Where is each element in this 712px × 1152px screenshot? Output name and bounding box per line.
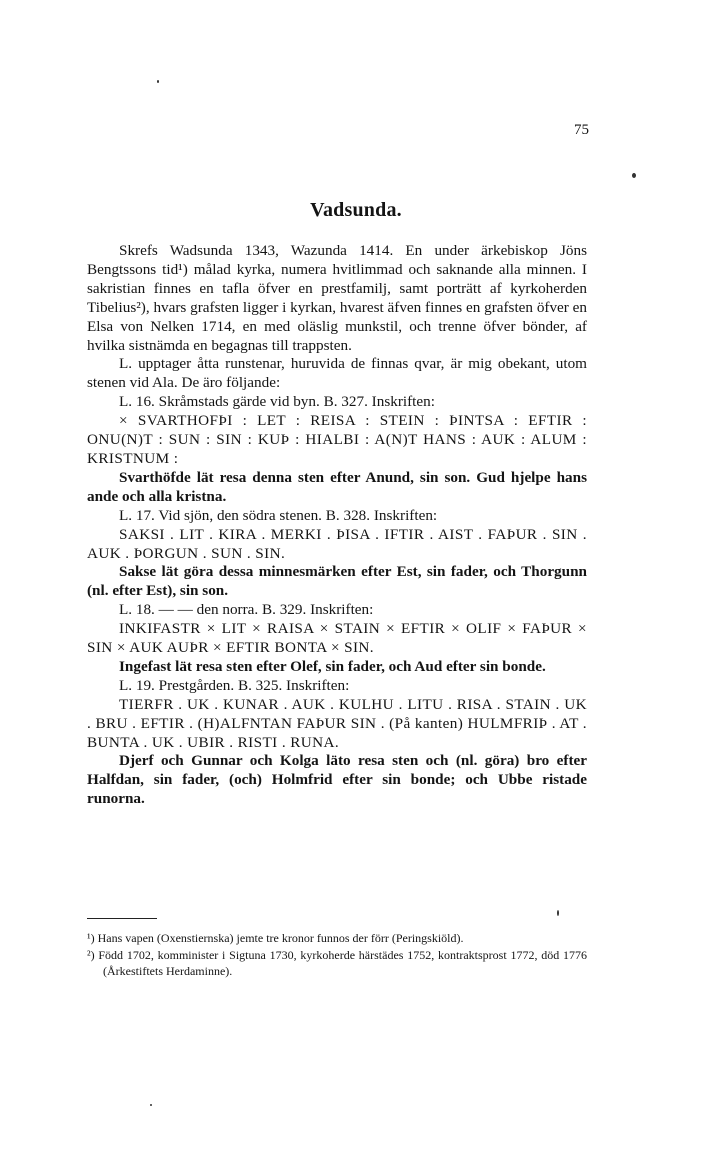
runic-inscription: INKIFASTR × LIT × RAISA × STAIN × EFTIR × OLIF × FAÞUR × SIN × AUK AUÞR × EFTIR BONTA × SIN. [87, 620, 587, 657]
footnote-marker: ¹) [87, 931, 95, 945]
ink-speck [150, 1104, 152, 1106]
page-number: 75 [574, 122, 589, 138]
inscription-translation: Svarthöfde lät resa denna sten efter Anund, sin son. Gud hjelpe hans ande och alla kristna. [87, 468, 587, 505]
footnote-marker: ²) [87, 948, 95, 962]
inscription-translation: Ingefast lät resa sten efter Olef, sin fader, och Aud efter sin bonde. [119, 657, 546, 675]
main-text [87, 242, 587, 809]
ink-speck [557, 910, 559, 916]
ink-speck [632, 173, 636, 178]
footnote [87, 930, 587, 946]
footnote [87, 947, 587, 979]
footnote-text: Hans vapen (Oxenstiernska) jemte tre kronor funnos der förr (Peringskiöld). [97, 931, 464, 945]
ink-speck [157, 80, 159, 83]
footnotes [87, 930, 587, 980]
footnote-divider [87, 918, 157, 919]
inscription-translation: Djerf och Gunnar och Kolga läto resa sten och (nl. göra) bro efter Halfdan, sin fader, (och) Holmfrid efter sin bonde; och Ubbe ristade runorna. [87, 752, 587, 808]
paragraph: Skrefs Wadsunda 1343, Wazunda 1414. En under ärkebiskop Jöns Bengtssons tid¹) målad kyrka, numera hvitlimmad och saknande alla minnen. I sakristian finnes en tafla öfver en prestfamilj, samt porträtt af kyrkoherden Tibelius²), hvars grafsten ligger i kyrkan, hvarest äfven finnes en grafsten öfver en Elsa von Nelken 1714, en med oläslig munkstil, och trenne öfver bönder, af hvilka sistnämda en begagnas till trappsten. [87, 242, 587, 354]
paragraph: L. 16. Skråmstads gärde vid byn. B. 327. Inskriften: [119, 393, 435, 411]
paragraph: L. upptager åtta runstenar, huruvida de finnas qvar, är mig obekant, utom stenen vid Ala. De äro följande: [87, 355, 587, 392]
paragraph: L. 18. — — den norra. B. 329. Inskriften: [119, 601, 374, 619]
paragraph: L. 17. Vid sjön, den södra stenen. B. 328. Inskriften: [119, 506, 438, 524]
inscription-translation: Sakse lät göra dessa minnesmärken efter Est, sin fader, och Thorgunn (nl. efter Est), sin son. [87, 563, 587, 600]
runic-inscription: SAKSI . LIT . KIRA . MERKI . ÞISA . IFTIR . AIST . FAÞUR . SIN . AUK . ÞORGUN . SUN . SIN. [87, 525, 587, 562]
paragraph: L. 19. Prestgården. B. 325. Inskriften: [119, 676, 350, 694]
runic-inscription: TIERFR . UK . KUNAR . AUK . KULHU . LITU . RISA . STAIN . UK . BRU . EFTIR . (H)ALFNTAN FAÞUR SIN . (På kanten) HULMFRIÞ . AT . BUNTA . UK . UBIR . RISTI . RUNA. [87, 695, 587, 751]
footnote-text: Född 1702, komminister i Sigtuna 1730, kyrkoherde härstädes 1752, kontraktsprost 1772, död 1776 (Årkestiftets Herdaminne). [98, 948, 587, 978]
runic-inscription: × SVARTHOFÞI : LET : REISA : STEIN : ÞINTSA : EFTIR : ONU(N)T : SUN : SIN : KUÞ : HIALBI : A(N)T HANS : AUK : ALUM : KRISTNUM : [87, 412, 587, 467]
page-title: Vadsunda. [310, 199, 402, 221]
